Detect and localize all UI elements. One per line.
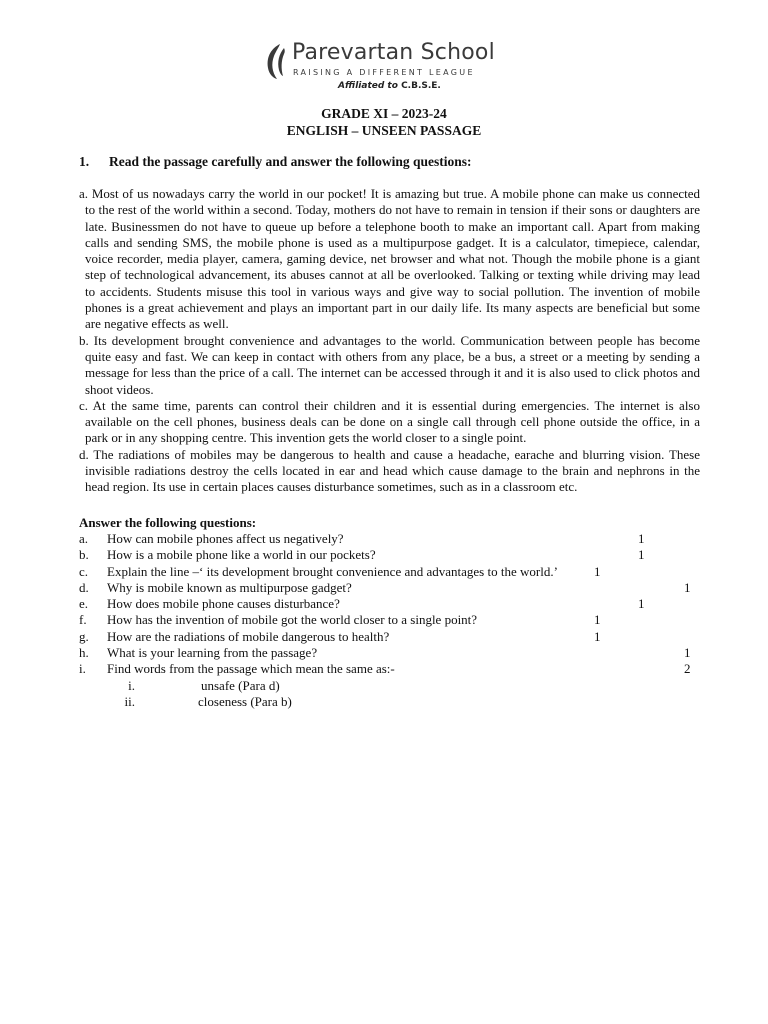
sub-item xyxy=(79,678,719,694)
affiliation-prefix: Affiliated to xyxy=(338,81,398,91)
instruction-text: Read the passage carefully and answer the following questions: xyxy=(109,154,472,169)
question-label: a. xyxy=(79,531,89,546)
question-item xyxy=(79,564,719,580)
question-label: b. xyxy=(79,547,89,563)
question-text: Explain the line –‘ its development brought convenience and advantages to the world.’ xyxy=(107,563,558,579)
passage-paragraph-a: a. Most of us nowadays carry the world in our pocket! It is amazing but true. A mobile phone can make us connected to the rest of the world within a second. Today, mothers do not have to remain in tension if their sons or daughters are late. Businessmen do not have to queue up before a telephone booth to make an important call. Apart from making calls and sending SMS, the mobile phone is used as a multipurpose gadget. It is a calculator, timepiece, calendar, voice recorder, media player, camera, gaming device, net browser and what not. Though the mobile phone is a giant step of technological advancement, its abuses cannot at all be overlooked. Talking or texting while driving may lead to accidents. Students misuse this tool in various ways and give way to social pollution. The invention of mobile phones is a great achievement and plays an important part in our daily life. Its many aspects are beneficial but some are negative effects as well. xyxy=(79,186,700,332)
page-title: GRADE XI – 2023-24 xyxy=(321,106,447,121)
question-label: d. xyxy=(79,579,89,595)
instruction xyxy=(79,154,472,170)
question-item xyxy=(79,531,719,547)
question-marks: 1 xyxy=(684,645,691,661)
sub-item-label: i. xyxy=(128,677,135,693)
question-item xyxy=(79,547,719,563)
question-label: i. xyxy=(79,661,86,677)
sub-item-label: ii. xyxy=(124,693,135,709)
question-marks: 1 xyxy=(684,579,691,595)
question-marks: 2 xyxy=(684,661,691,677)
question-text: Why is mobile known as multipurpose gadget? xyxy=(107,579,352,595)
question-marks: 1 xyxy=(594,628,601,644)
school-tagline: RAISING A DIFFERENT LEAGUE xyxy=(293,68,475,77)
sub-item-text: closeness (Para b) xyxy=(198,693,292,709)
question-label: f. xyxy=(79,612,87,628)
sub-item-text: unsafe (Para d) xyxy=(201,677,280,693)
question-marks: 1 xyxy=(638,596,645,612)
question-item xyxy=(79,629,719,645)
question-marks: 1 xyxy=(594,563,601,579)
question-item xyxy=(79,661,719,677)
question-text: How can mobile phones affect us negatively? xyxy=(107,531,344,546)
page-subtitle: ENGLISH – UNSEEN PASSAGE xyxy=(286,123,482,138)
school-header xyxy=(0,40,768,96)
question-label: c. xyxy=(79,563,89,579)
question-list xyxy=(79,531,719,710)
school-name: Parevartan School xyxy=(292,40,495,65)
passage xyxy=(79,186,700,496)
question-text: How are the radiations of mobile dangerous to health? xyxy=(107,628,390,644)
question-item xyxy=(79,612,719,628)
question-text: Find words from the passage which mean the same as:- xyxy=(107,661,395,677)
question-text: What is your learning from the passage? xyxy=(107,645,318,661)
question-item xyxy=(79,580,719,596)
question-marks: 1 xyxy=(638,531,645,546)
question-label: g. xyxy=(79,628,89,644)
question-marks: 1 xyxy=(594,612,601,628)
question-marks: 1 xyxy=(638,547,645,563)
question-label: e. xyxy=(79,596,89,612)
question-item xyxy=(79,645,719,661)
passage-paragraph-b: b. Its development brought convenience and advantages to the world. Communication between people has become quite easy and fast. We can keep in contact with others from any place, be a bus, a street or a meeting by sending a message for less than the price of a call. The internet can be accessed through it and it is also used to click photos and shoot videos. xyxy=(79,332,700,397)
school-logo-icon xyxy=(262,42,290,80)
passage-paragraph-d: d. The radiations of mobiles may be dangerous to health and cause a headache, earache and blurring vision. These invisible radiations destroy the cells located in ear and head which cause damage to the brain and nephrons in the head region. Its use in certain places causes disturbance sometimes, such as in a classroom etc. xyxy=(79,446,700,495)
sub-item xyxy=(79,694,719,710)
instruction-number: 1. xyxy=(79,154,90,169)
question-item xyxy=(79,596,719,612)
question-label: h. xyxy=(79,645,89,661)
question-text: How has the invention of mobile got the world closer to a single point? xyxy=(107,612,478,628)
question-text: How does mobile phone causes disturbance? xyxy=(107,596,340,612)
affiliation xyxy=(338,81,441,91)
passage-paragraph-c: c. At the same time, parents can control their children and it is essential during emergencies. The internet is also available on the cell phones, business deals can be done on a single call through cell phone outside the office, in a park or in any shopping centre. This invention gets the world closer to a single point. xyxy=(79,397,700,446)
questions-heading: Answer the following questions: xyxy=(79,515,257,530)
question-text: How is a mobile phone like a world in our pockets? xyxy=(107,547,376,563)
affiliation-board: C.B.S.E. xyxy=(401,81,441,91)
